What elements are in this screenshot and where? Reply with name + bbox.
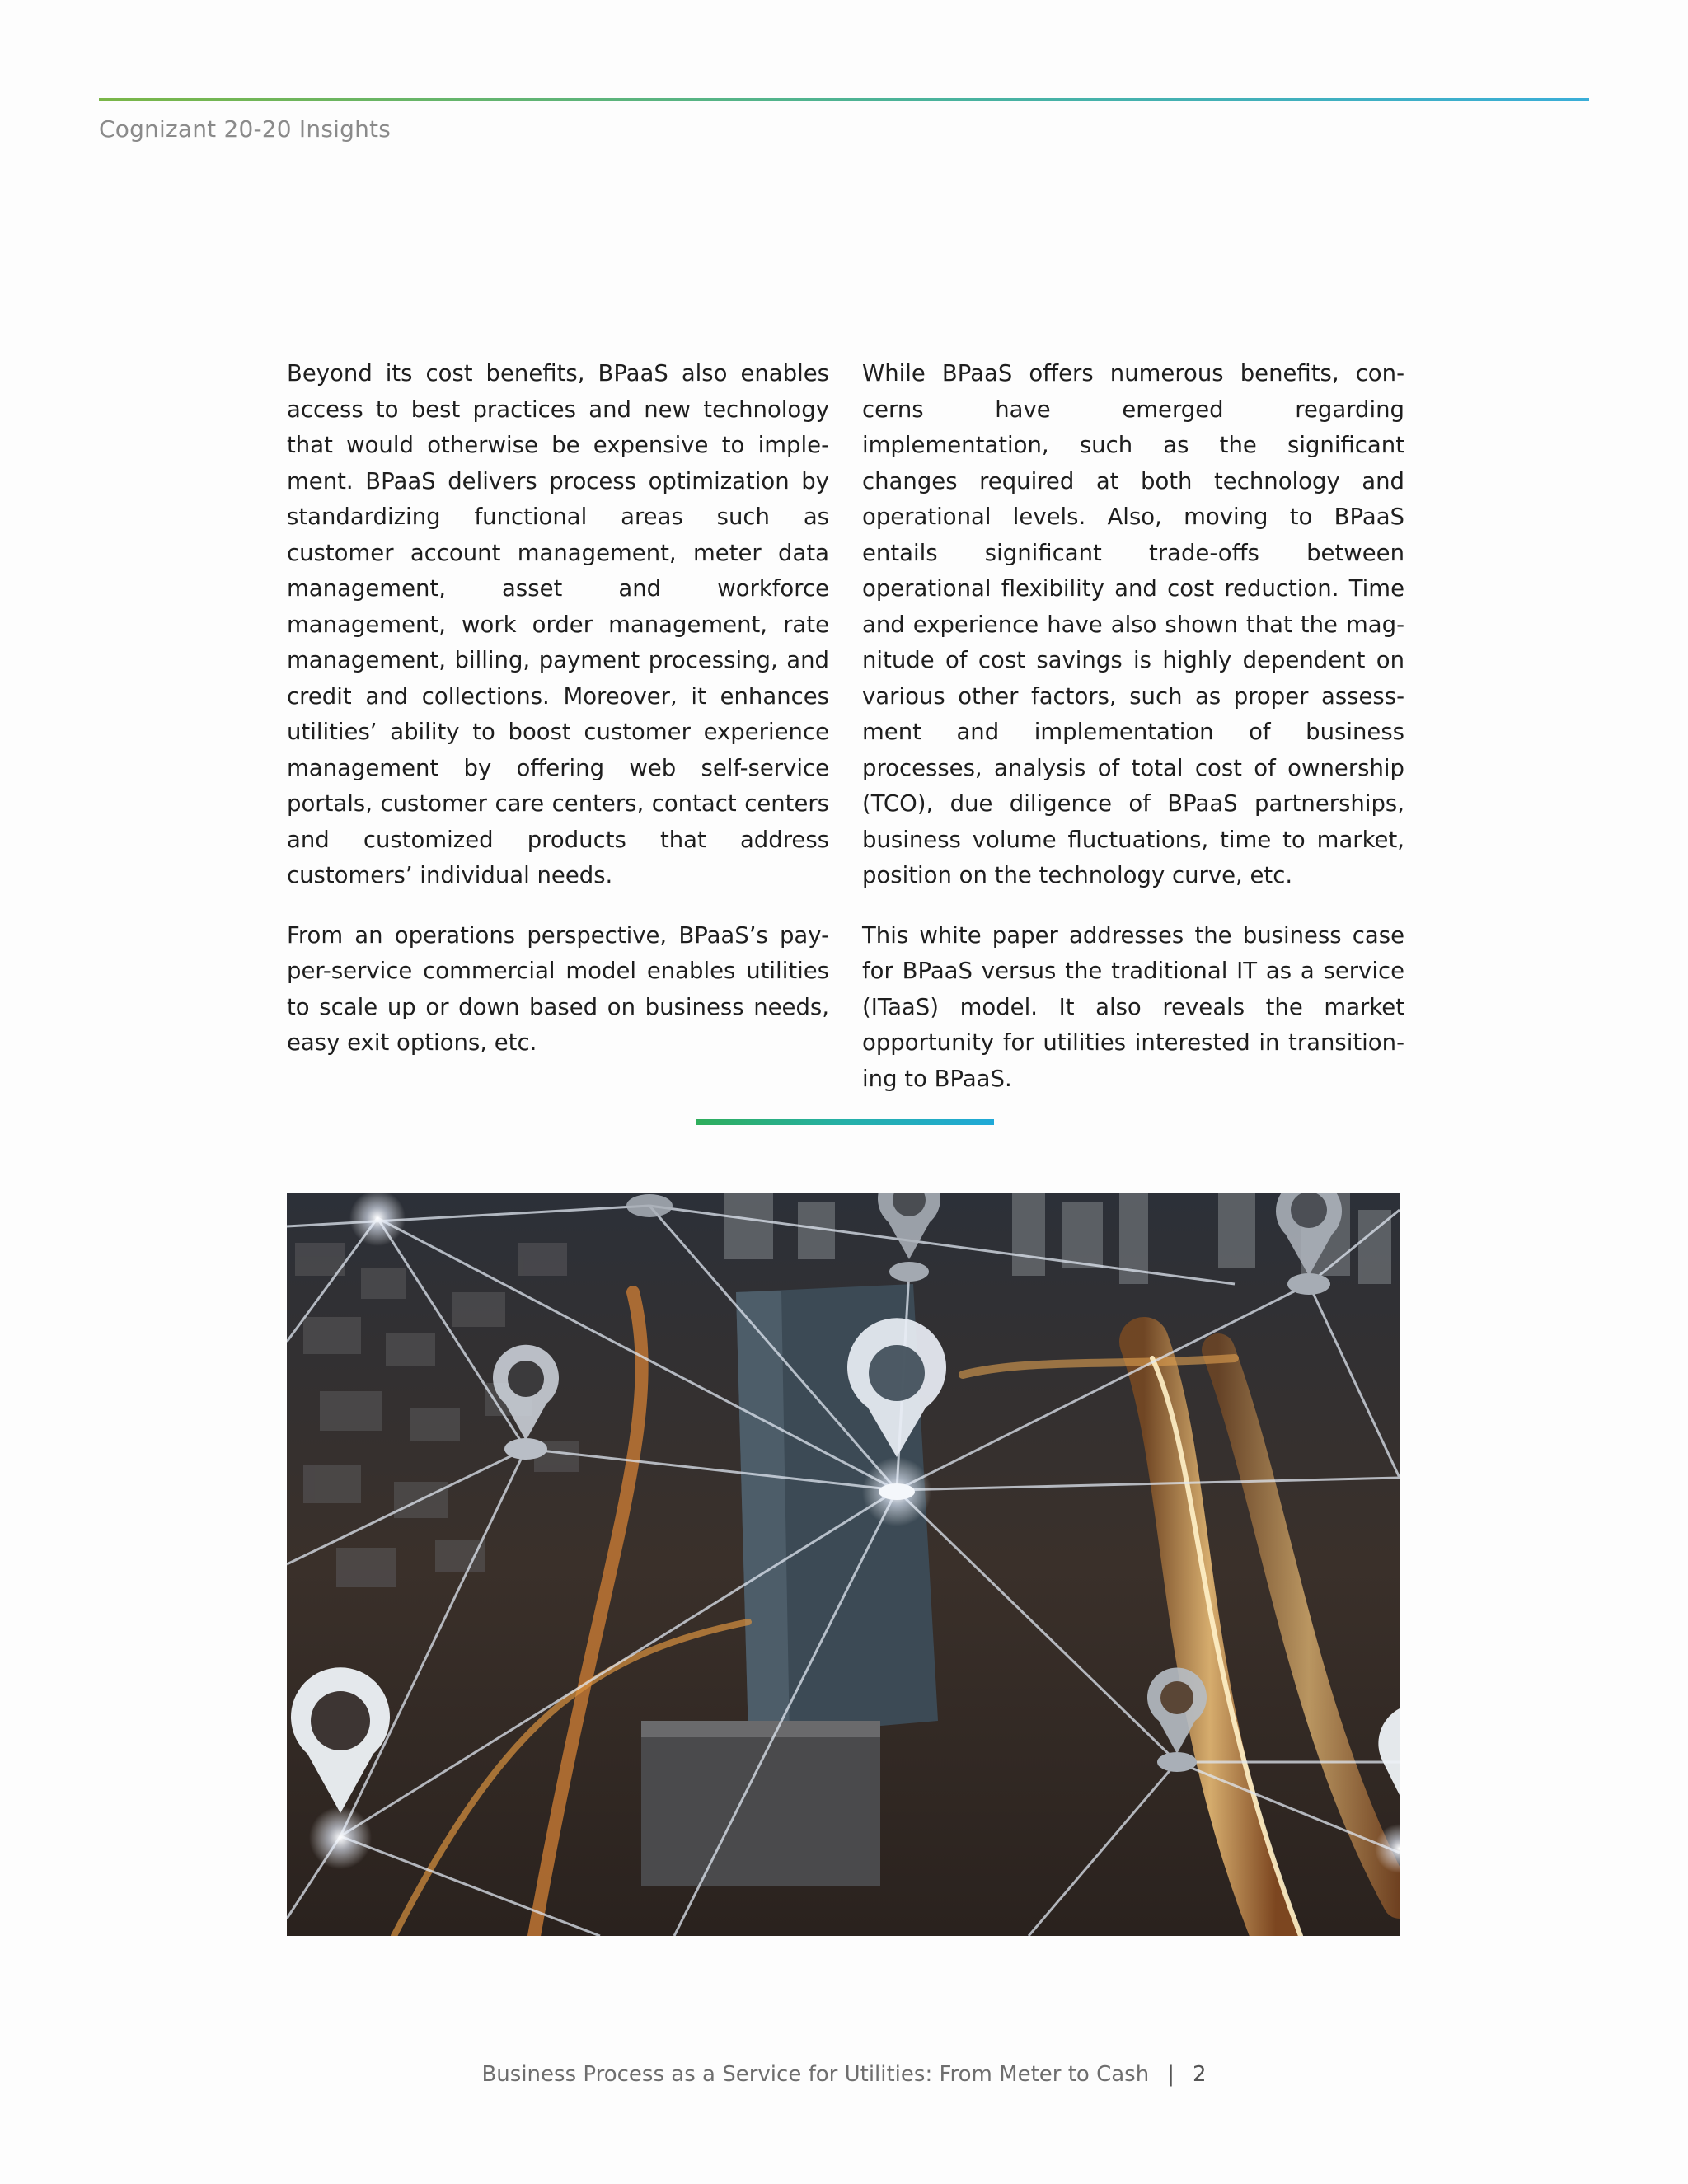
section-divider — [696, 1119, 994, 1125]
right-column — [862, 356, 1404, 1121]
left-paragraph-2: From an operations perspective, BPaaS’s pay-per-service commercial model enables utilities to scale up or down based on business needs, easy exit options, etc. — [287, 921, 829, 1056]
left-paragraph-1: Beyond its cost benefits, BPaaS also enables access to best practices and new technology that would otherwise be expensive to implement. BPaaS delivers process optimization by standardizing functional areas such as customer account management, meter data management, asset and workforce management, work order management, rate management, billing, payment processing, and credit and collections. Moreover, it enhances utilities’ ability to boost customer experience management by offering web self-service portals, customer care centers, contact centers and customized products that address customers’ individual needs. — [287, 360, 829, 888]
city-network-photo — [287, 1193, 1400, 1936]
right-paragraph-2: This white paper addresses the business case for BPaaS versus the traditional IT as a service (ITaaS) model. It also reveals the market opportunity for utilities interested in transitioning to BPaaS. — [862, 921, 1404, 1092]
network-node-top — [626, 1194, 673, 1217]
page-footer — [0, 2062, 1688, 2087]
header-rule — [99, 98, 1589, 101]
footer-separator: | — [1167, 2062, 1175, 2087]
right-paragraph-1: While BPaaS offers numerous benefits, concerns have emerged regarding implementation, such as the significant changes required at both technology and operational levels. Also, moving to BPaaS entails significant trade-offs between operational flexibility and cost reduction. Time and experience have also shown that the magnitude of cost savings is highly dependent on various other factors, such as proper assessment and implementation of business processes, analysis of total cost of ownership (TCO), due diligence of BPaaS partnerships, business volume fluctuations, time to market, position on the technology curve, etc. — [862, 360, 1404, 888]
page-number: 2 — [1192, 2062, 1207, 2087]
publication-title: Cognizant 20-20 Insights — [99, 115, 391, 143]
city-network-illustration — [287, 1193, 1400, 1936]
left-column — [287, 356, 829, 1085]
footer-title: Business Process as a Service for Utilities: From Meter to Cash — [481, 2062, 1150, 2087]
